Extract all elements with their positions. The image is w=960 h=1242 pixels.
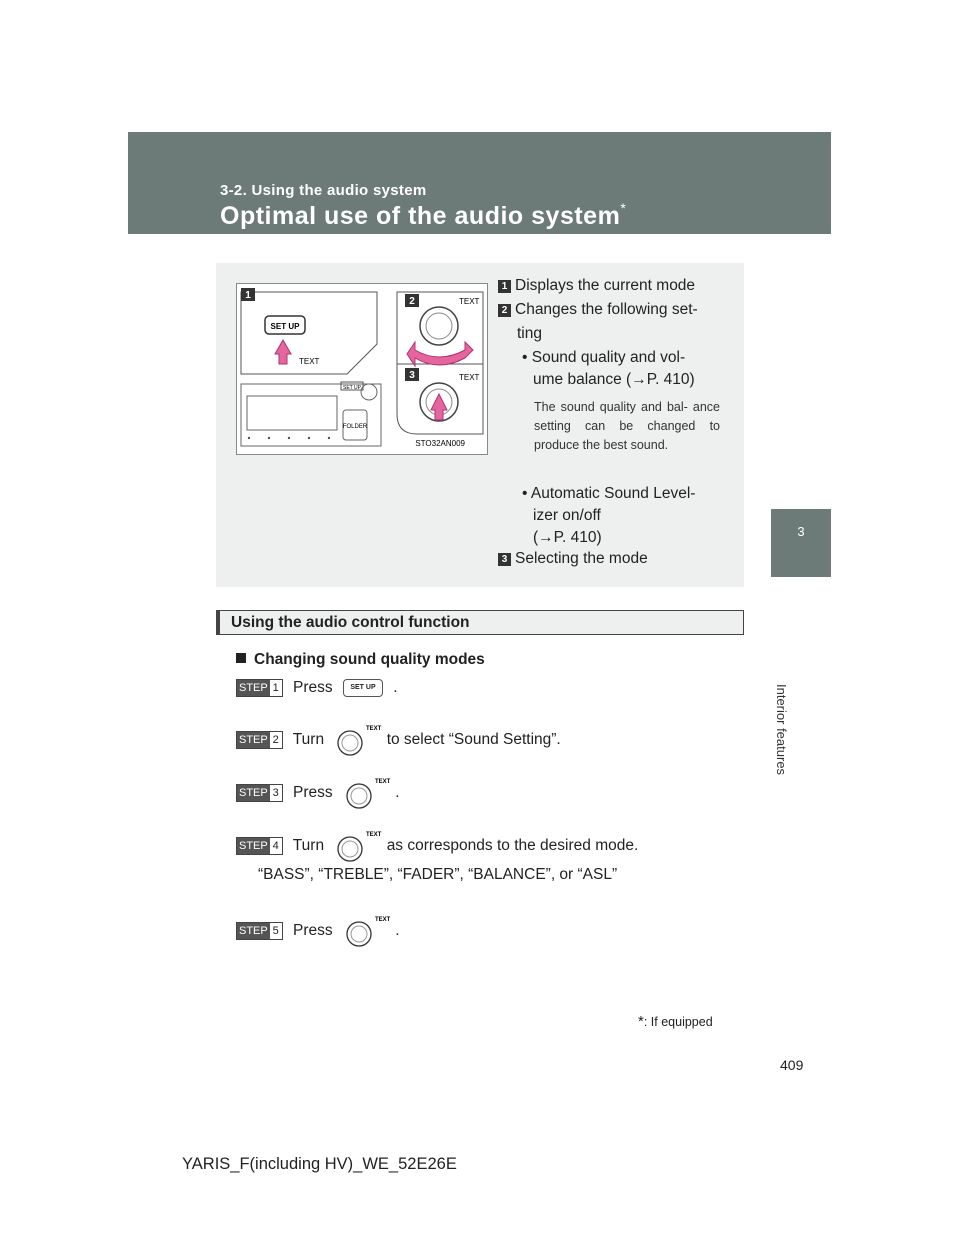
page-header [128,132,831,234]
knob-text-label-2: TEXT [459,297,480,306]
step-text: . [395,922,400,940]
step-verb: Press [293,922,333,940]
legend-bullet-2a: • Automatic Sound Level- [522,485,696,502]
tune-knob-icon [343,914,391,948]
section-bar-title: Using the audio control function [231,614,470,631]
legend-num-2: 2 [498,304,511,317]
press-arrow-icon [275,340,291,364]
legend-bullet-2b: izer on/off [533,507,601,524]
step-badge [236,679,283,697]
legend-bullet-2c: (→P. 410) [533,529,602,546]
step-badge [236,837,283,855]
step-label: STEP [239,681,268,694]
document-footer: YARIS_F(including HV)_WE_52E26E [182,1155,457,1173]
section-bar-accent [217,611,220,634]
legend-num-3: 3 [498,553,511,566]
legend-num-1: 1 [498,280,511,293]
knob-caption: TEXT [366,832,382,838]
chapter-tab[interactable]: 3 [771,509,831,577]
legend-item-2 [498,301,698,319]
step-number: 4 [270,838,282,854]
step-text: . [395,784,400,802]
step-number: 5 [270,923,282,939]
footnote [638,1013,713,1030]
legend-item-3 [498,550,648,568]
knob-caption: TEXT [374,779,391,785]
legend-text-1: Displays the current mode [515,277,696,294]
step-verb: Press [293,784,333,802]
subheading-text: Changing sound quality modes [254,651,485,668]
legend-text-2b: ting [517,325,542,342]
square-bullet-icon [236,653,246,663]
chapter-label [771,584,805,776]
audio-panel-drawing [237,284,487,454]
knob-caption: TEXT [374,917,391,923]
callout-1: 1 [245,290,251,301]
chapter-label-text: Interior features [774,684,789,776]
step-2 [236,723,561,749]
step-1 [236,678,398,698]
step-label: STEP [239,734,268,746]
knob-text-label-1: TEXT [299,357,320,366]
step-label: STEP [239,787,268,799]
figure-panel [216,263,744,587]
step-5 [236,914,400,940]
legend-text-3: Selecting the mode [515,550,648,567]
page-number: 409 [780,1057,804,1073]
step-3 [236,776,400,802]
footnote-text: : If equipped [643,1015,713,1029]
footnote-mark: * [638,1013,644,1030]
legend-bullet-1a: • Sound quality and vol- [522,349,686,366]
step-verb: Press [293,679,333,696]
step-text: to select “Sound Setting”. [386,731,561,749]
title-text: Optimal use of the audio system [220,202,621,230]
step-verb: Turn [292,731,325,749]
step-number: 2 [270,732,282,748]
legend-item-1 [498,277,695,295]
tune-knob-icon [343,776,391,810]
step-badge [236,784,283,802]
callout-3: 3 [409,370,415,381]
knob-text-label-3: TEXT [459,373,480,382]
knob-caption: TEXT [366,726,382,732]
section-bar [216,610,744,635]
step-text: . [393,679,398,696]
step-badge [236,731,283,749]
legend-note: The sound quality and bal- ance setting can be changed to produce the best sound. [534,400,720,452]
step-text: as corresponds to the desired mode. [386,837,639,855]
setup-small-label: SET UP [343,385,361,391]
subheading [236,651,485,669]
setup-button-label: SET UP [270,322,300,331]
step-number: 1 [270,680,282,696]
legend-text-2a: Changes the following set- [515,301,698,318]
mode-list: “BASS”, “TREBLE”, “FADER”, “BALANCE”, or “ASL” [258,866,618,883]
step-label: STEP [239,840,268,852]
callout-2: 2 [409,296,415,307]
audio-control-illustration [236,283,488,455]
title-mark: * [620,200,627,216]
step-4 [236,829,639,855]
step-verb: Turn [292,837,325,855]
step-badge [236,922,283,940]
tune-knob-icon [334,829,382,863]
figure-code: STO32AN009 [415,439,465,448]
page-title [220,202,626,231]
section-label: 3-2. Using the audio system [220,182,427,199]
folder-label: FOLDER [342,424,368,430]
legend-bullet-1b: ume balance (→P. 410) [533,371,695,388]
step-number: 3 [270,785,282,801]
tune-knob-icon [334,723,382,757]
step-label: STEP [239,925,268,937]
setup-button-icon: SET UP [343,679,383,697]
